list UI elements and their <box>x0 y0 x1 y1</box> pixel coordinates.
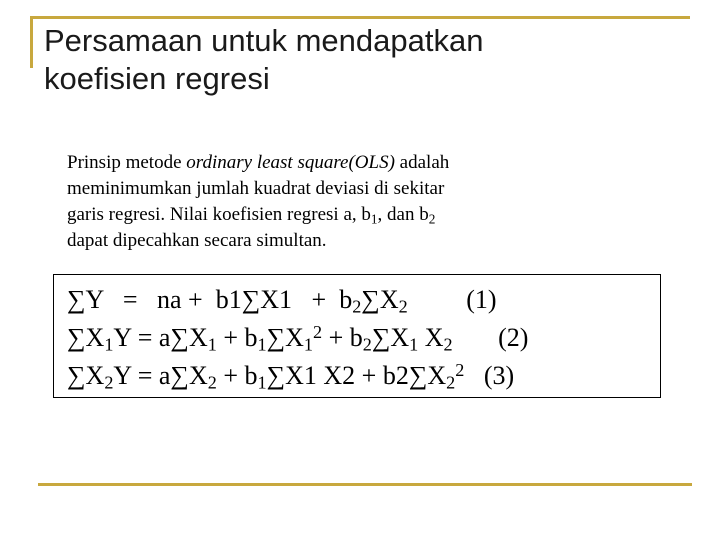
eq-text: Y = a∑X <box>113 361 208 390</box>
paragraph-text: garis regresi. Nilai koefisien regresi a, b <box>67 204 371 225</box>
eq-text: ∑X <box>67 323 105 352</box>
paragraph-text: Prinsip metode <box>67 152 187 173</box>
eq-subscript: 1 <box>207 334 217 355</box>
eq-subscript: 2 <box>443 334 453 355</box>
top-rule <box>30 16 690 19</box>
title-line-2: koefisien regresi <box>44 61 270 96</box>
eq-text: ∑Y = na + b1∑X1 + b <box>67 285 353 314</box>
eq-text: ∑X <box>371 323 410 352</box>
eq-text: ∑X1 X2 + b2∑X <box>266 361 447 390</box>
equation-3 <box>67 361 514 391</box>
eq-text: ∑X <box>266 323 304 352</box>
eq-text: X <box>418 323 444 352</box>
left-rule <box>30 16 33 68</box>
eq-number: (1) <box>407 285 497 314</box>
eq-number: (2) <box>452 323 529 352</box>
subscript: 1 <box>370 211 378 227</box>
paragraph-line-4: dapat dipecahkan secara simultan. <box>67 230 327 251</box>
paragraph-line-1 <box>67 150 588 176</box>
eq-superscript: 2 <box>313 321 323 342</box>
paragraph-line-2: meminimumkan jumlah kuadrat deviasi di sekitar <box>67 178 445 199</box>
eq-text: + b <box>216 323 258 352</box>
eq-text: + b <box>216 361 258 390</box>
eq-subscript: 2 <box>352 296 362 317</box>
subscript: 2 <box>428 211 436 227</box>
paragraph-text: , dan b <box>377 204 429 225</box>
equation-box <box>53 274 661 398</box>
title-line-1: Persamaan untuk mendapatkan <box>44 23 484 58</box>
eq-subscript: 1 <box>409 334 419 355</box>
body-paragraph <box>67 150 588 254</box>
eq-text: ∑X <box>361 285 399 314</box>
eq-subscript: 1 <box>257 372 267 393</box>
eq-subscript: 2 <box>362 334 372 355</box>
bottom-rule <box>38 483 692 486</box>
eq-number: (3) <box>464 361 515 390</box>
eq-text: Y = a∑X <box>113 323 208 352</box>
eq-subscript: 1 <box>257 334 267 355</box>
equation-1 <box>67 285 497 315</box>
eq-subscript: 1 <box>303 334 313 355</box>
eq-subscript: 2 <box>446 372 456 393</box>
paragraph-text: adalah <box>394 152 450 173</box>
eq-subscript: 2 <box>398 296 408 317</box>
eq-subscript: 1 <box>104 334 114 355</box>
eq-text: ∑X <box>67 361 105 390</box>
eq-text: + b <box>322 323 363 352</box>
paragraph-line-3 <box>67 202 588 228</box>
equation-2 <box>67 323 528 353</box>
eq-subscript: 2 <box>104 372 114 393</box>
slide-title <box>44 22 684 98</box>
ols-term: ordinary least square(OLS) <box>186 152 395 173</box>
eq-subscript: 2 <box>207 372 217 393</box>
eq-superscript: 2 <box>455 359 465 380</box>
